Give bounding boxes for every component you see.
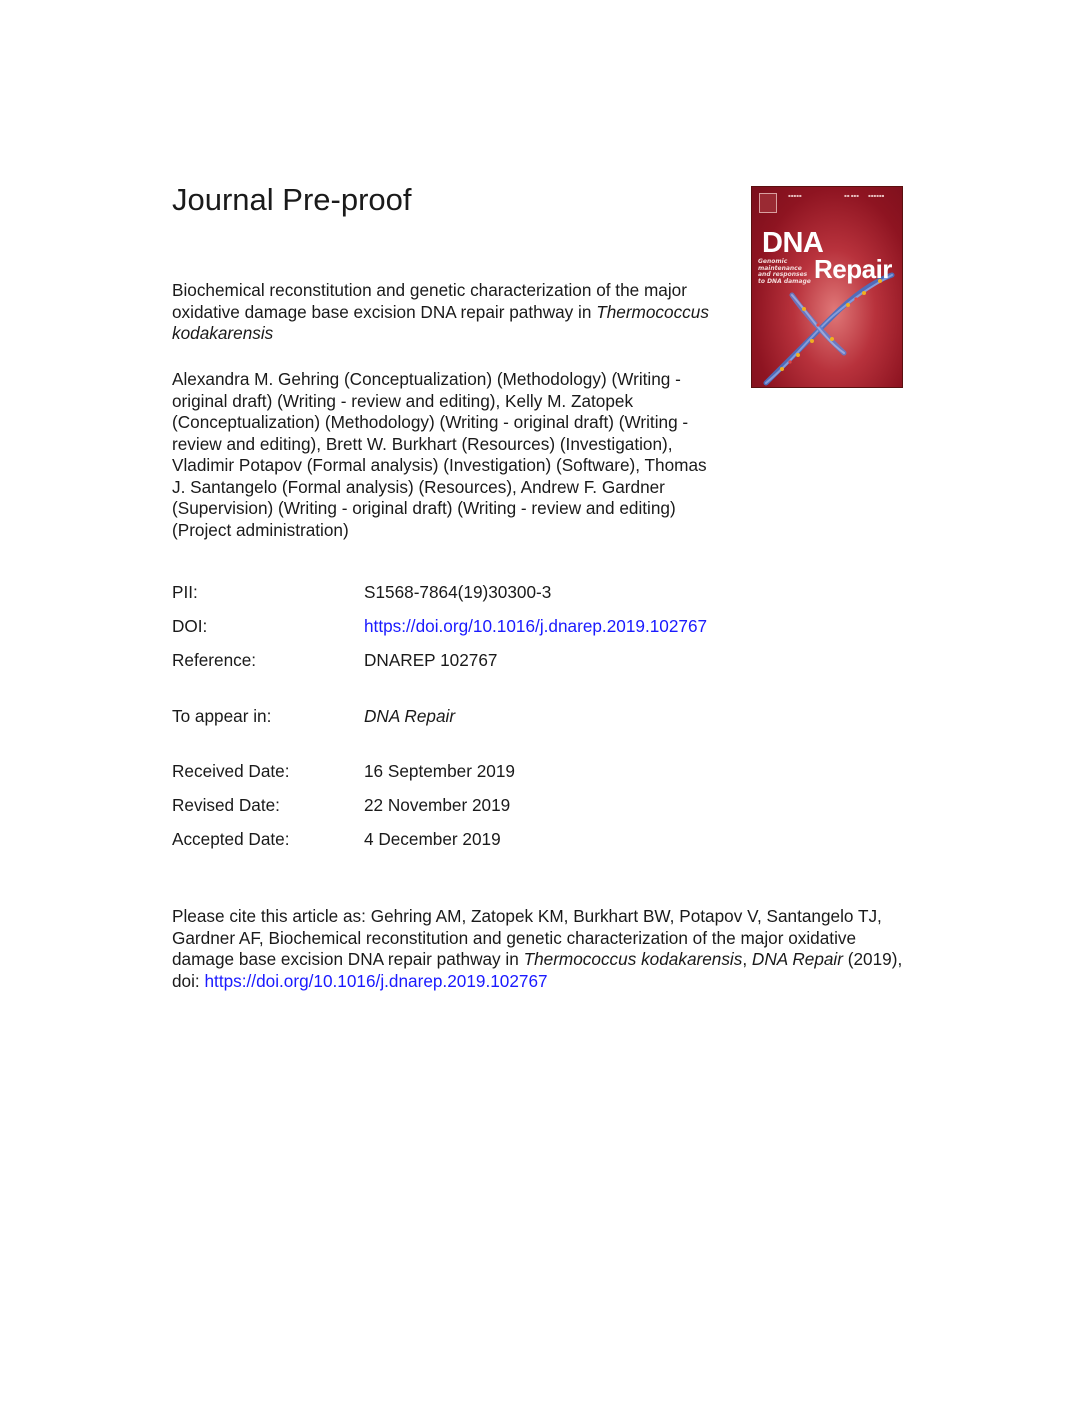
accepted-value: 4 December 2019 [364,829,501,849]
doi-link[interactable]: https://doi.org/10.1016/j.dnarep.2019.102767 [364,616,708,636]
meta-row-pii [172,581,551,603]
cover-small-print: ▪▪▪▪▪▪ [868,193,885,198]
meta-row-reference [172,649,497,671]
page-title: Journal Pre-proof [172,182,412,217]
article-title [172,280,742,345]
citation-separator: , [742,949,752,969]
cover-small-print: ▪▪▪▪▪ [788,193,802,198]
citation-doi-link[interactable]: https://doi.org/10.1016/j.dnarep.2019.102767 [204,970,548,991]
appear-label: To appear in: [172,706,272,726]
revised-value: 22 November 2019 [364,795,511,815]
journal-cover-image [751,186,903,388]
citation-paragraph [172,906,917,992]
meta-row-accepted [172,828,501,850]
doi-label: DOI: [172,616,208,636]
revised-label: Revised Date: [172,795,280,815]
dna-helix-icon [752,187,903,388]
author-list: Alexandra M. Gehring (Conceptualization) (Methodology) (Writing - original draft) (Writing - review and editing), Kelly M. Zatopek (Conceptualization) (Methodology) (Writing - original draft) (Writing - review and editing), Brett W. Burkhart (Resources) (Investigation), Vladimir Potapov (Formal analysis) (Investigation) (Software), Thomas J. Santangelo (Formal analysis) (Resources), Andrew F. Gardner (Supervision) (Writing - original draft) (Writing - review and editing) (Project administration) [172,369,707,540]
meta-row-appear [172,705,455,727]
received-label: Received Date: [172,761,290,781]
received-value: 16 September 2019 [364,761,515,781]
pii-value: S1568-7864(19)30300-3 [364,582,552,602]
appear-value: DNA Repair [364,706,456,726]
pii-label: PII: [172,582,198,602]
reference-value: DNAREP 102767 [364,650,498,670]
meta-row-received [172,760,515,782]
citation-year-doi: (2019), doi: [172,949,903,991]
cover-small-print: ▪▪ ▪▪▪ [844,193,859,198]
cover-title-dna: DNA [762,227,824,259]
reference-label: Reference: [172,650,257,670]
meta-row-doi [172,615,707,637]
accepted-label: Accepted Date: [172,829,290,849]
article-title-text: Biochemical reconstitution and genetic characterization of the major oxidative damage base excision DNA repair pathway in [172,280,687,322]
citation-organism: Thermococcus kodakarensis [523,949,743,969]
meta-row-revised [172,794,510,816]
cover-title-repair: Repair [814,254,892,284]
citation-text: Please cite this article as: Gehring AM, Zatopek KM, Burkhart BW, Potapov V, Santangelo TJ, Gardner AF, Biochemical reconstitution and genetic characterization of the major oxidative damage base excision DNA repair pathway in [172,906,882,969]
cover-subtitle: Genomic maintenance and responses to DNA damage [758,258,811,285]
article-title-organism: Thermococcus kodakarensis [172,301,709,343]
citation-journal: DNA Repair [751,949,843,969]
